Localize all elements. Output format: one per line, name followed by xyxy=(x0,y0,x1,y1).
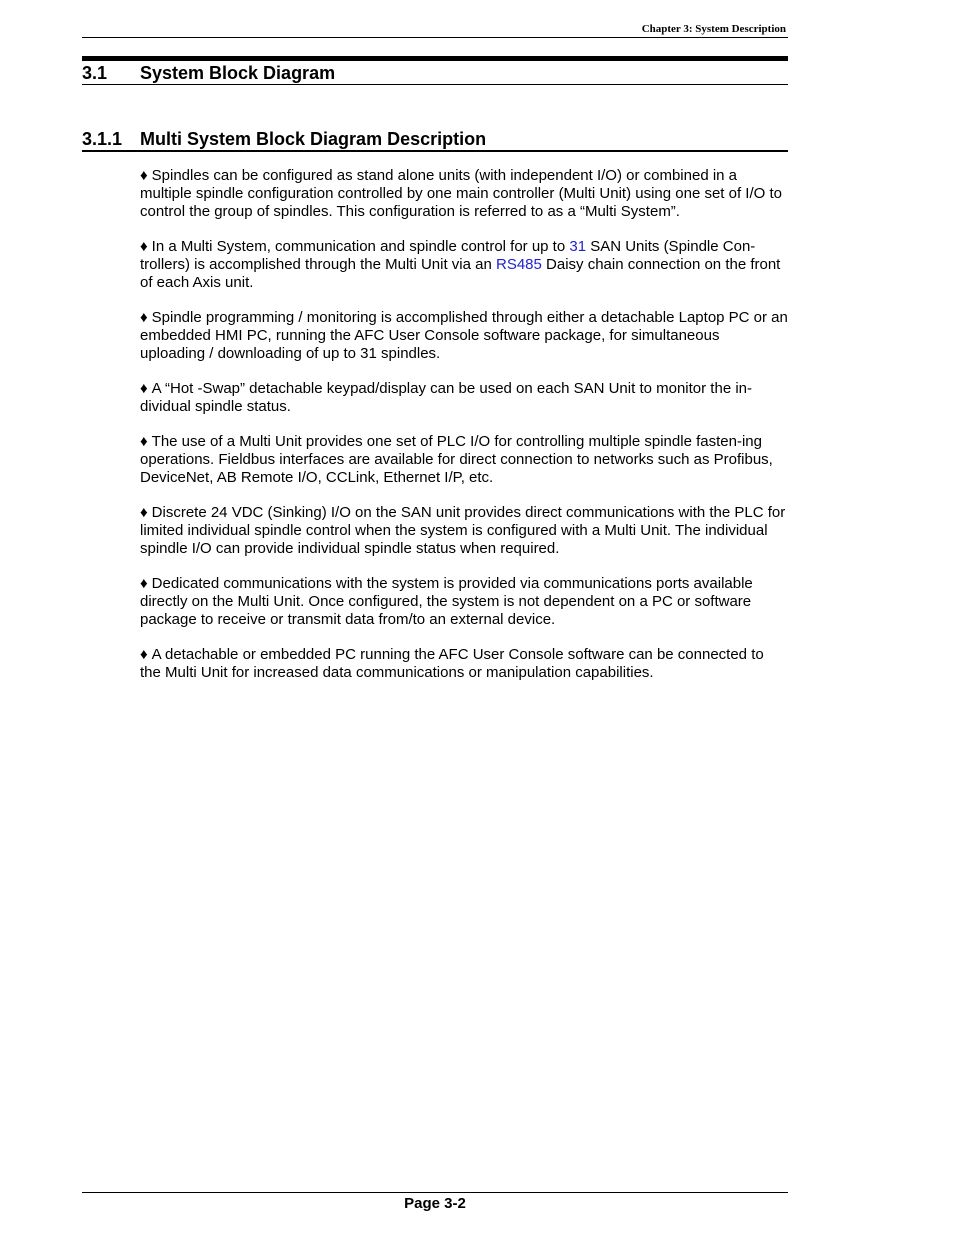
paragraph-text: Spindle programming / monitoring is accomplished through either a detachable Laptop PC or an embedded HMI PC, running the AFC User Console software package, for simultaneous uploading / downloading of up to 31 spindles. xyxy=(140,309,788,362)
section-title: System Block Diagram xyxy=(140,63,336,83)
page-number: Page 3-2 xyxy=(404,1195,466,1212)
paragraph-8 xyxy=(140,646,788,682)
subsection-title: Multi System Block Diagram Description xyxy=(140,129,487,149)
running-header: Chapter 3: System Description xyxy=(641,23,786,35)
body-text xyxy=(140,167,788,699)
bullet-icon: ♦ xyxy=(140,575,148,592)
bullet-icon: ♦ xyxy=(140,167,148,184)
paragraph-text: The use of a Multi Unit provides one set of PLC I/O for controlling multiple spindle fasten-ing operations. Fieldbus interfaces are available for direct connection to networks such as Profibus, DeviceNet, AB Remote I/O, CCLink, Ethernet I/P, etc. xyxy=(140,433,773,486)
paragraph-3 xyxy=(140,309,788,363)
subsection-heading xyxy=(82,129,788,152)
bullet-icon: ♦ xyxy=(140,238,148,255)
paragraph-5 xyxy=(140,433,788,487)
paragraph-6 xyxy=(140,504,788,558)
section-thick-rule xyxy=(82,56,788,61)
paragraph-2 xyxy=(140,238,788,292)
bullet-icon: ♦ xyxy=(140,433,148,450)
paragraph-text: Discrete 24 VDC (Sinking) I/O on the SAN unit provides direct communications with the PLC for limited individual spindle control when the system is configured with a Multi Unit. The individual spindle I/O can provide individual spindle status when required. xyxy=(140,504,786,557)
bullet-icon: ♦ xyxy=(140,309,148,326)
subsection-number: 3.1.1 xyxy=(82,129,123,149)
paragraph-text: Spindles can be configured as stand alone units (with independent I/O) or combined in a multiple spindle configuration controlled by one main controller (Multi Unit) using one set of I/O to control the group of spindles. This configuration is referred to as a “Multi System”. xyxy=(140,167,782,220)
footer-rule xyxy=(82,1192,788,1193)
paragraph-text: A “Hot -Swap” detachable keypad/display can be used on each SAN Unit to monitor the in-dividual spindle status. xyxy=(140,380,752,415)
link-rs485[interactable]: RS485 xyxy=(496,256,542,273)
paragraph-text: Daisy chain connection on the front of each Axis unit. xyxy=(140,256,781,291)
section-heading xyxy=(82,63,788,85)
paragraph-text: SAN Units (Spindle Con-trollers) is accomplished through the Multi Unit via an xyxy=(140,238,756,273)
paragraph-4 xyxy=(140,380,788,416)
paragraph-text: Dedicated communications with the system is provided via communications ports available directly on the Multi Unit. Once configured, the system is not dependent on a PC or software package to receive or transmit data from/to an external device. xyxy=(140,575,753,628)
link-31[interactable]: 31 xyxy=(569,238,587,255)
bullet-icon: ♦ xyxy=(140,646,148,663)
paragraph-7 xyxy=(140,575,788,629)
paragraph-1 xyxy=(140,167,788,221)
paragraph-text: In a Multi System, communication and spindle control for up to xyxy=(151,238,570,255)
paragraph-text: A detachable or embedded PC running the AFC User Console software can be connected to the Multi Unit for increased data communications or manipulation capabilities. xyxy=(140,646,764,681)
section-number: 3.1 xyxy=(82,63,108,83)
header-rule xyxy=(82,37,788,38)
bullet-icon: ♦ xyxy=(140,504,148,521)
bullet-icon: ♦ xyxy=(140,380,148,397)
